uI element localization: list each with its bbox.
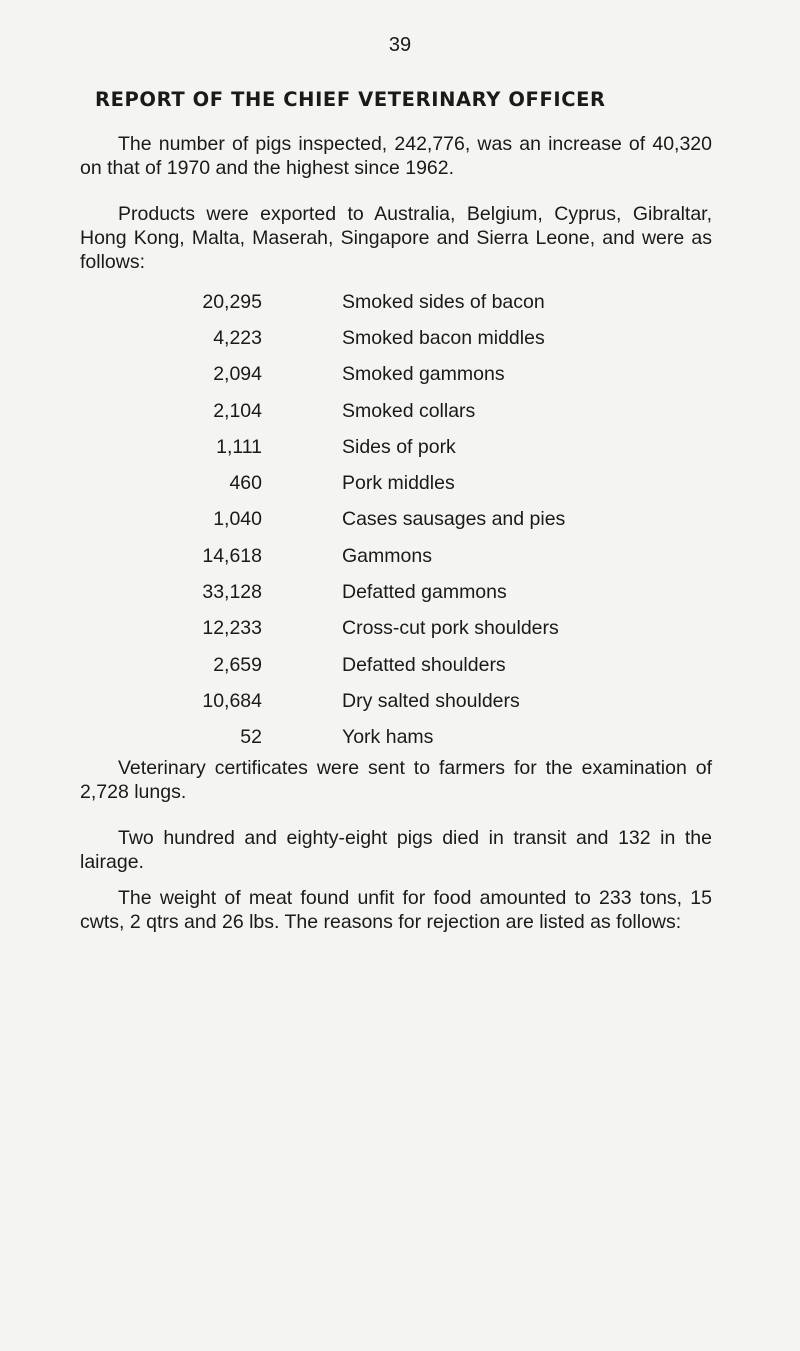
page-number: 39 bbox=[388, 34, 412, 56]
paragraph-pigs-inspected: The number of pigs inspected, 242,776, was an increase of 40,320 on that of 1970 and the highest since 1962. bbox=[80, 133, 712, 179]
paragraph-deaths: Two hundred and eighty-eight pigs died in transit and 132 in the lairage. bbox=[80, 827, 712, 873]
export-item: Dry salted shoulders bbox=[342, 689, 520, 712]
export-quantity: 4,223 bbox=[213, 326, 262, 349]
export-quantity: 460 bbox=[229, 472, 262, 495]
export-item: Cases sausages and pies bbox=[342, 508, 566, 531]
table-row bbox=[150, 502, 565, 538]
export-item: Sides of pork bbox=[342, 435, 456, 458]
export-quantity: 2,094 bbox=[213, 363, 262, 386]
export-quantity: 52 bbox=[240, 726, 262, 749]
table-row bbox=[150, 720, 565, 756]
export-quantity: 1,040 bbox=[213, 508, 262, 531]
paragraph-unfit-meat: The weight of meat found unfit for food amounted to 233 tons, 15 cwts, 2 qtrs and 26 lbs. The reasons for rejection are listed as follows: bbox=[80, 887, 712, 933]
table-row bbox=[150, 320, 565, 356]
export-item: Pork middles bbox=[342, 472, 455, 495]
table-row bbox=[150, 611, 565, 647]
export-item: Defatted shoulders bbox=[342, 653, 506, 676]
export-item: Defatted gammons bbox=[342, 581, 507, 604]
export-quantity: 10,684 bbox=[202, 689, 262, 712]
export-item: Gammons bbox=[342, 544, 432, 567]
table-row bbox=[150, 284, 565, 320]
export-item: York hams bbox=[342, 726, 434, 749]
table-row bbox=[150, 357, 565, 393]
export-quantity: 2,104 bbox=[213, 399, 262, 422]
export-quantity: 20,295 bbox=[202, 290, 262, 313]
export-item: Cross-cut pork shoulders bbox=[342, 617, 559, 640]
table-row bbox=[150, 683, 565, 719]
export-quantity: 1,111 bbox=[216, 435, 262, 458]
exports-table bbox=[150, 284, 565, 756]
table-row bbox=[150, 538, 565, 574]
export-item: Smoked gammons bbox=[342, 363, 505, 386]
table-row bbox=[150, 647, 565, 683]
report-title: REPORT OF THE CHIEF VETERINARY OFFICER bbox=[95, 88, 606, 111]
table-row bbox=[150, 429, 565, 465]
paragraph-exports-intro: Products were exported to Australia, Belgium, Cyprus, Gibraltar, Hong Kong, Malta, Maserah, Singapore and Sierra Leone, and were as follows: bbox=[80, 203, 712, 273]
table-row bbox=[150, 393, 565, 429]
table-row bbox=[150, 574, 565, 610]
export-quantity: 12,233 bbox=[202, 617, 262, 640]
export-quantity: 33,128 bbox=[202, 581, 262, 604]
export-item: Smoked sides of bacon bbox=[342, 290, 545, 313]
export-quantity: 14,618 bbox=[202, 544, 262, 567]
paragraph-certificates: Veterinary certificates were sent to farmers for the examination of 2,728 lungs. bbox=[80, 757, 712, 803]
export-quantity: 2,659 bbox=[213, 653, 262, 676]
export-item: Smoked bacon middles bbox=[342, 326, 545, 349]
table-row bbox=[150, 465, 565, 501]
export-item: Smoked collars bbox=[342, 399, 476, 422]
